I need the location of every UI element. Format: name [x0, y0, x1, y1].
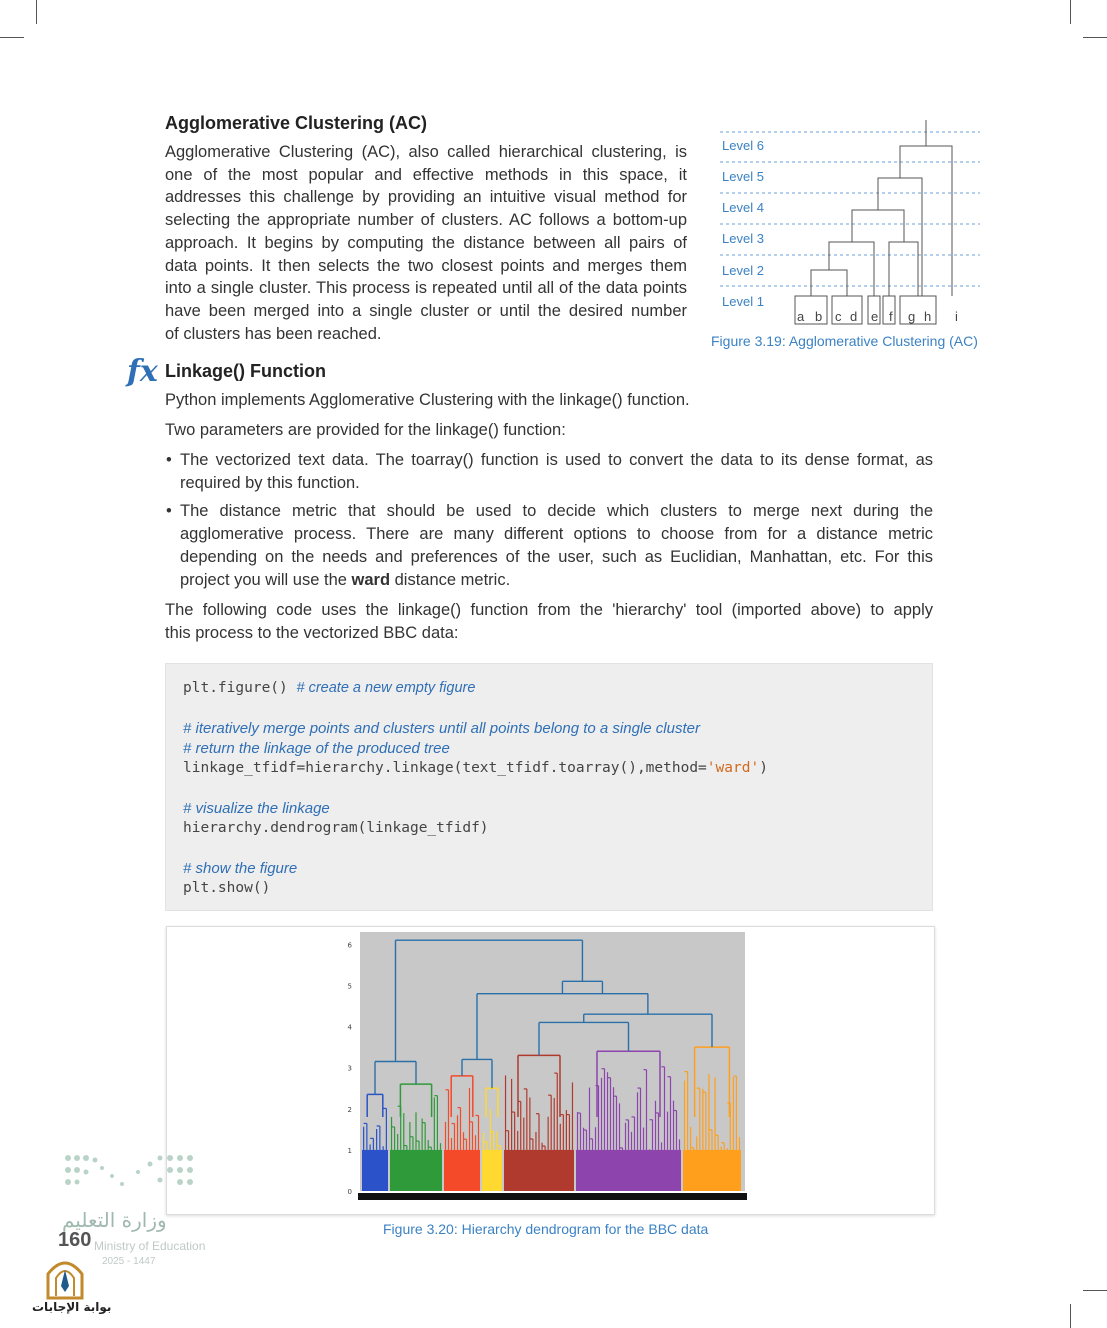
ac-line: selecting the appropriate number of clusters. AC follows a bottom-up: [165, 211, 687, 230]
y-tick-label: 2: [347, 1105, 352, 1114]
ac-paragraph: [165, 141, 687, 345]
following-line: The following code uses the linkage() function from the 'hierarchy' tool (imported above) to apply: [165, 601, 933, 619]
leaf-label: e: [871, 309, 879, 324]
leaf-label: i: [955, 309, 958, 324]
y-tick-label: 1: [347, 1146, 352, 1155]
level-label: Level 5: [722, 169, 764, 184]
leaf-label: f: [889, 309, 893, 324]
crop-mark: [1083, 1290, 1107, 1291]
linkage-intro: Python implements Agglomerative Clustering with the linkage() function.: [165, 391, 690, 409]
cluster-fill: [482, 1150, 502, 1191]
figure-3-20: [166, 926, 935, 1215]
ac-line: of clusters has been reached.: [165, 324, 382, 343]
code-line: [183, 760, 768, 776]
ministry-year: 2025 - 1447: [102, 1256, 156, 1267]
cluster-fill: [683, 1150, 741, 1191]
function-icon: fx: [127, 354, 158, 389]
ac-line: into a single cluster. This process is repeated until all of the data points: [165, 279, 687, 298]
section-title-linkage: Linkage() Function: [165, 361, 326, 381]
level-label: Level 6: [722, 138, 764, 153]
ward-bold: ward: [351, 571, 391, 589]
bullet-dot: •: [166, 451, 172, 469]
code-comment: # visualize the linkage: [183, 800, 330, 817]
following-line: this process to the vectorized BBC data:: [165, 623, 459, 642]
figure-3-19-caption: Figure 3.19: Agglomerative Clustering (AC): [711, 333, 978, 349]
leaf-label-band: [358, 1193, 747, 1200]
bbc-dendrogram-chart: [167, 927, 934, 1214]
bullet-dot: •: [166, 502, 172, 520]
ministry-dots-logo: [62, 1150, 202, 1200]
figure-3-20-caption: Figure 3.20: Hierarchy dendrogram for the BBC data: [383, 1221, 709, 1237]
leaf-label: g: [908, 309, 916, 324]
bullet-line: The distance metric that should be used to decide which clusters to merge next during the: [180, 502, 933, 520]
ac-line: have been merged into a single cluster or until the desired number: [165, 301, 687, 320]
y-tick-label: 3: [347, 1064, 352, 1073]
bullet-vectorized-data: [166, 449, 933, 495]
params-intro: Two parameters are provided for the linkage() function:: [165, 421, 566, 439]
following-paragraph: [165, 599, 933, 644]
crop-mark: [1070, 1304, 1071, 1328]
code-comment: # return the linkage of the produced tree: [183, 740, 450, 757]
ac-line: approach. It begins by computing the distance between all pairs of: [165, 233, 687, 252]
code-line: plt.show(): [183, 880, 271, 896]
level-label: Level 1: [722, 294, 764, 309]
cluster-fill: [504, 1150, 574, 1191]
ac-line: Agglomerative Clustering (AC), also called hierarchical clustering, is: [165, 143, 687, 161]
leaf-label: a: [797, 309, 805, 324]
y-tick-label: 4: [347, 1023, 352, 1032]
level-label: Level 3: [722, 231, 764, 246]
cluster-fill: [390, 1150, 442, 1191]
bullet-line: required by this function.: [180, 474, 360, 492]
ministry-name-english: Ministry of Education: [94, 1239, 206, 1253]
brand-logo-icon: [44, 1256, 86, 1300]
bullet-line: The vectorized text data. The toarray() function is used to convert the data to its dense format, as: [180, 451, 933, 469]
cluster-fill: [576, 1150, 681, 1191]
leaf-label: c: [835, 309, 842, 324]
brand-name: بوابة الإجابات: [32, 1300, 112, 1314]
leaf-label: b: [815, 309, 823, 324]
code-comment: # create a new empty figure: [296, 680, 476, 696]
ministry-name-arabic: وزارة التعليم: [62, 1208, 167, 1232]
cluster-fill: [444, 1150, 480, 1191]
ac-line: addresses this challenge by providing an intuitive visual method for: [165, 188, 687, 207]
bullet-line: depending on the needs and preferences of the user, such as Euclidian, Manhattan, etc. For this: [180, 548, 933, 566]
leaf-label: d: [850, 309, 858, 324]
code-line: hierarchy.dendrogram(linkage_tfidf): [183, 820, 489, 836]
crop-mark: [1070, 0, 1071, 24]
code-text: ): [759, 760, 768, 776]
code-text: linkage_tfidf=hierarchy.linkage(text_tfidf.toarray(),method=: [183, 760, 707, 776]
figure-3-19-dendrogram: [700, 112, 1000, 330]
crop-mark: [0, 37, 24, 38]
code-block: [165, 663, 933, 911]
y-tick-label: 0: [347, 1188, 352, 1196]
code-string: 'ward': [706, 760, 760, 776]
level-label: Level 4: [722, 200, 764, 215]
code-line: [183, 680, 475, 696]
y-tick-label: 6: [347, 941, 352, 950]
ac-line: data points. It then selects the two closest points and merges them: [165, 256, 687, 275]
cluster-fill: [362, 1150, 388, 1191]
page-number: 160: [58, 1229, 92, 1251]
text-run: distance metric.: [390, 571, 511, 589]
y-tick-label: 5: [347, 982, 352, 991]
ac-line: one of the most popular and effective methods in this space, it: [165, 165, 687, 184]
bullet-line: [180, 569, 933, 592]
bullet-line: agglomerative process. There are many different options to choose from for a distance metric: [180, 525, 933, 543]
crop-mark: [1083, 37, 1107, 38]
crop-mark: [36, 0, 37, 24]
section-title-ac: Agglomerative Clustering (AC): [165, 113, 428, 133]
level-label: Level 2: [722, 263, 764, 278]
code-text: plt.figure(): [183, 680, 288, 696]
code-comment: # iteratively merge points and clusters until all points belong to a single cluster: [183, 720, 700, 737]
leaf-label: h: [924, 309, 932, 324]
code-comment: # show the figure: [183, 860, 298, 877]
bullet-distance-metric: [166, 500, 933, 592]
text-run: project you will use the: [180, 571, 352, 589]
